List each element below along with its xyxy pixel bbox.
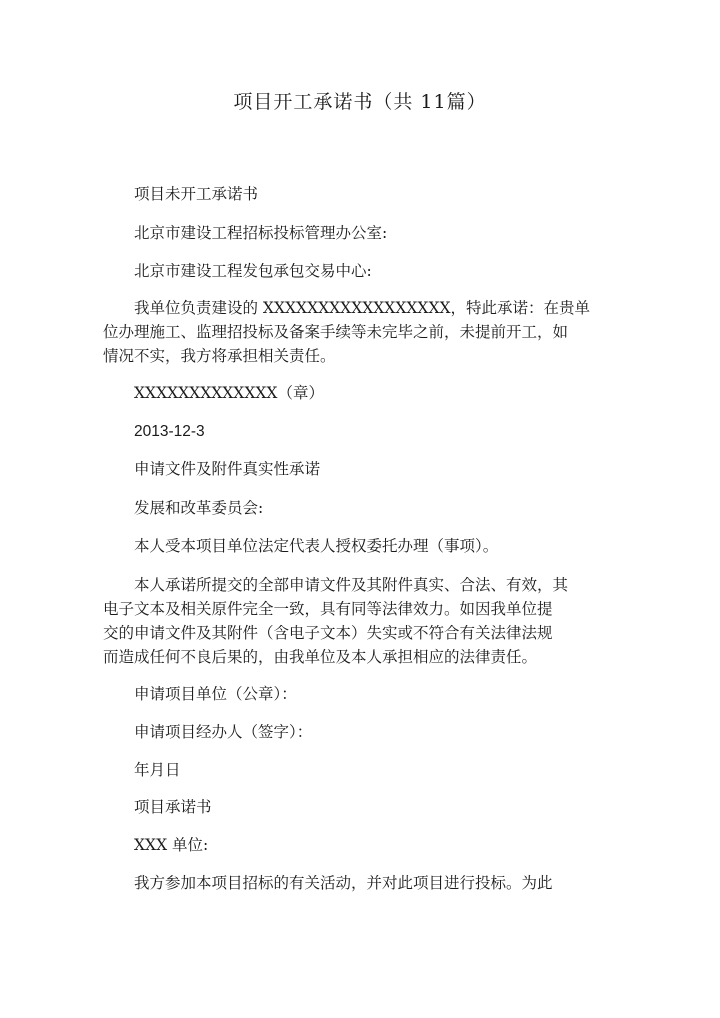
section2-date-label: 年月日 xyxy=(134,761,181,779)
section1-signer: XXXXXXXXXXXXX（章） xyxy=(134,384,324,402)
section2-recipient: 发展和改革委员会: xyxy=(134,499,264,517)
section2-body-line-1: 本人承诺所提交的全部申请文件及其附件真实、合法、有效，其 xyxy=(134,576,569,594)
section1-body-line-2: 位办理施工、监理招投标及备案手续等未完毕之前，未提前开工，如 xyxy=(103,323,569,341)
section1-body-line-1: 我单位负责建设的 XXXXXXXXXXXXXXXXX，特此承诺：在贵单 xyxy=(134,299,591,317)
section2-unit-label: 申请项目单位（公章）： xyxy=(134,685,297,703)
section2-body xyxy=(103,573,589,669)
section2-authorization: 本人受本项目单位法定代表人授权委托办理（事项）。 xyxy=(134,537,499,555)
section3-recipient: XXX 单位: xyxy=(134,836,209,854)
section1-date: 2013-12-3 xyxy=(134,423,205,440)
section2-heading: 申请文件及附件真实性承诺 xyxy=(134,460,321,478)
section3-body-start: 我方参加本项目招标的有关活动，并对此项目进行投标。为此 xyxy=(134,874,553,892)
section1-body-line-3: 情况不实，我方将承担相关责任。 xyxy=(103,347,336,365)
section1-recipient-1: 北京市建设工程招标投标管理办公室: xyxy=(134,224,388,242)
section2-body-line-4: 而造成任何不良后果的，由我单位及本人承担相应的法律责任。 xyxy=(103,648,538,666)
section1-recipient-2: 北京市建设工程发包承包交易中心: xyxy=(134,262,372,280)
section2-handler-label: 申请项目经办人（签字）： xyxy=(134,723,313,741)
section1-body xyxy=(103,296,589,368)
document-title: 项目开工承诺书（共 11篇） xyxy=(233,91,487,113)
section2-body-line-3: 交的申请文件及其附件（含电子文本）失实或不符合有关法律法规 xyxy=(103,624,553,642)
section1-heading: 项目未开工承诺书 xyxy=(134,185,259,203)
section2-body-line-2: 电子文本及相关原件完全一致，具有同等法律效力。如因我单位提 xyxy=(103,600,553,618)
section3-heading: 项目承诺书 xyxy=(134,798,212,816)
